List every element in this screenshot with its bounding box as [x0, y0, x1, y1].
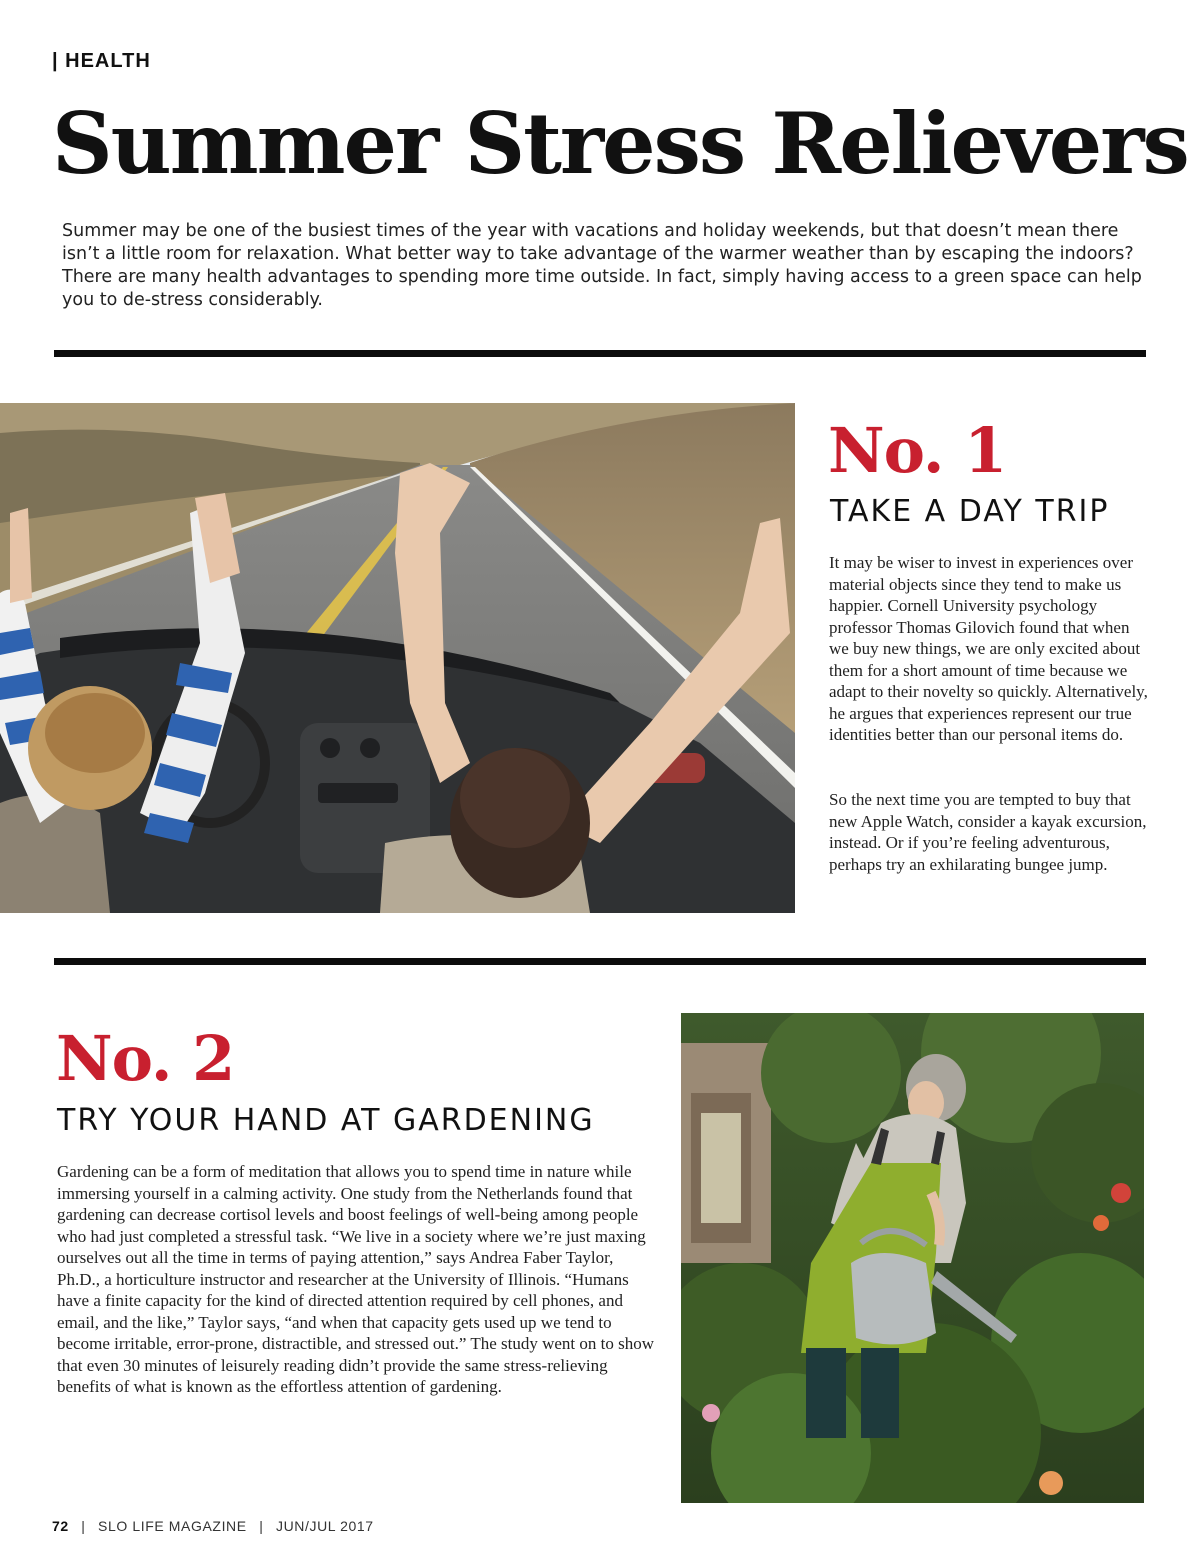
section-divider-top: [54, 350, 1146, 357]
tip-1-paragraph-1: It may be wiser to invest in experiences over material objects since they tend to make us happier. Cornell University psychology professor Thomas Gilovich found that when we buy new things, we are only excited about them for a short amount of time because we adapt to their novelty so quickly. Alternatively, he argues that experiences represent our true identities better than our personal items do.: [829, 553, 1148, 744]
article-intro: Summer may be one of the busiest times of the year with vacations and holiday weekends, but that doesn’t mean there isn’t a little room for relaxation. What better way to take advantage of the warmer weather than by escaping the indoors? There are many health advantages to spending more time outside. In fact, simply having access to a green space can help you to de-stress considerably.: [62, 221, 1142, 310]
tip-1-number: No. 1: [828, 414, 1007, 487]
footer-separator: |: [259, 1518, 264, 1534]
section-label: | HEALTH: [52, 50, 151, 72]
issue-date: JUN/JUL 2017: [275, 1518, 374, 1534]
road-trip-photo: [0, 403, 795, 913]
tip-2-paragraph: Gardening can be a form of meditation that allows you to spend time in nature while immersing yourself in a calming activity. One study from the Netherlands found that gardening can decrease cortisol levels and boost feelings of well-being among people who had just completed a stressful task. “We live in a society where we’re just maxing ourselves out all the time in terms of paying attention,” says Andrea Faber Taylor, Ph.D., a horticulture instructor and researcher at the University of Illinois. “Humans have a finite capacity for the kind of directed attention required by cell phones, and email, and the like,” Taylor says, “and when that capacity gets used up we tend to become irritable, error-prone, distractible, and stressed out.” The study went on to show that even 30 minutes of leisurely reading didn’t provide the same stress-relieving benefits of what is known as the effortless attention of gardening.: [57, 1162, 655, 1396]
tip-1-heading: TAKE A DAY TRIP: [830, 494, 1110, 529]
gardening-photo: [681, 1013, 1144, 1503]
tip-2-heading: TRY YOUR HAND AT GARDENING: [57, 1103, 595, 1138]
article-title: Summer Stress Relievers: [52, 94, 1188, 193]
tip-2-number: No. 2: [56, 1022, 235, 1095]
page-footer: [52, 1518, 382, 1534]
footer-separator: |: [81, 1518, 86, 1534]
magazine-name: SLO LIFE MAGAZINE: [98, 1518, 247, 1534]
page-number: 72: [52, 1518, 69, 1534]
tip-1-paragraph-2: So the next time you are tempted to buy that new Apple Watch, consider a kayak excursion, instead. Or if you’re feeling adventurous, perhaps try an exhilarating bungee jump.: [829, 790, 1147, 874]
section-divider-middle: [54, 958, 1146, 965]
